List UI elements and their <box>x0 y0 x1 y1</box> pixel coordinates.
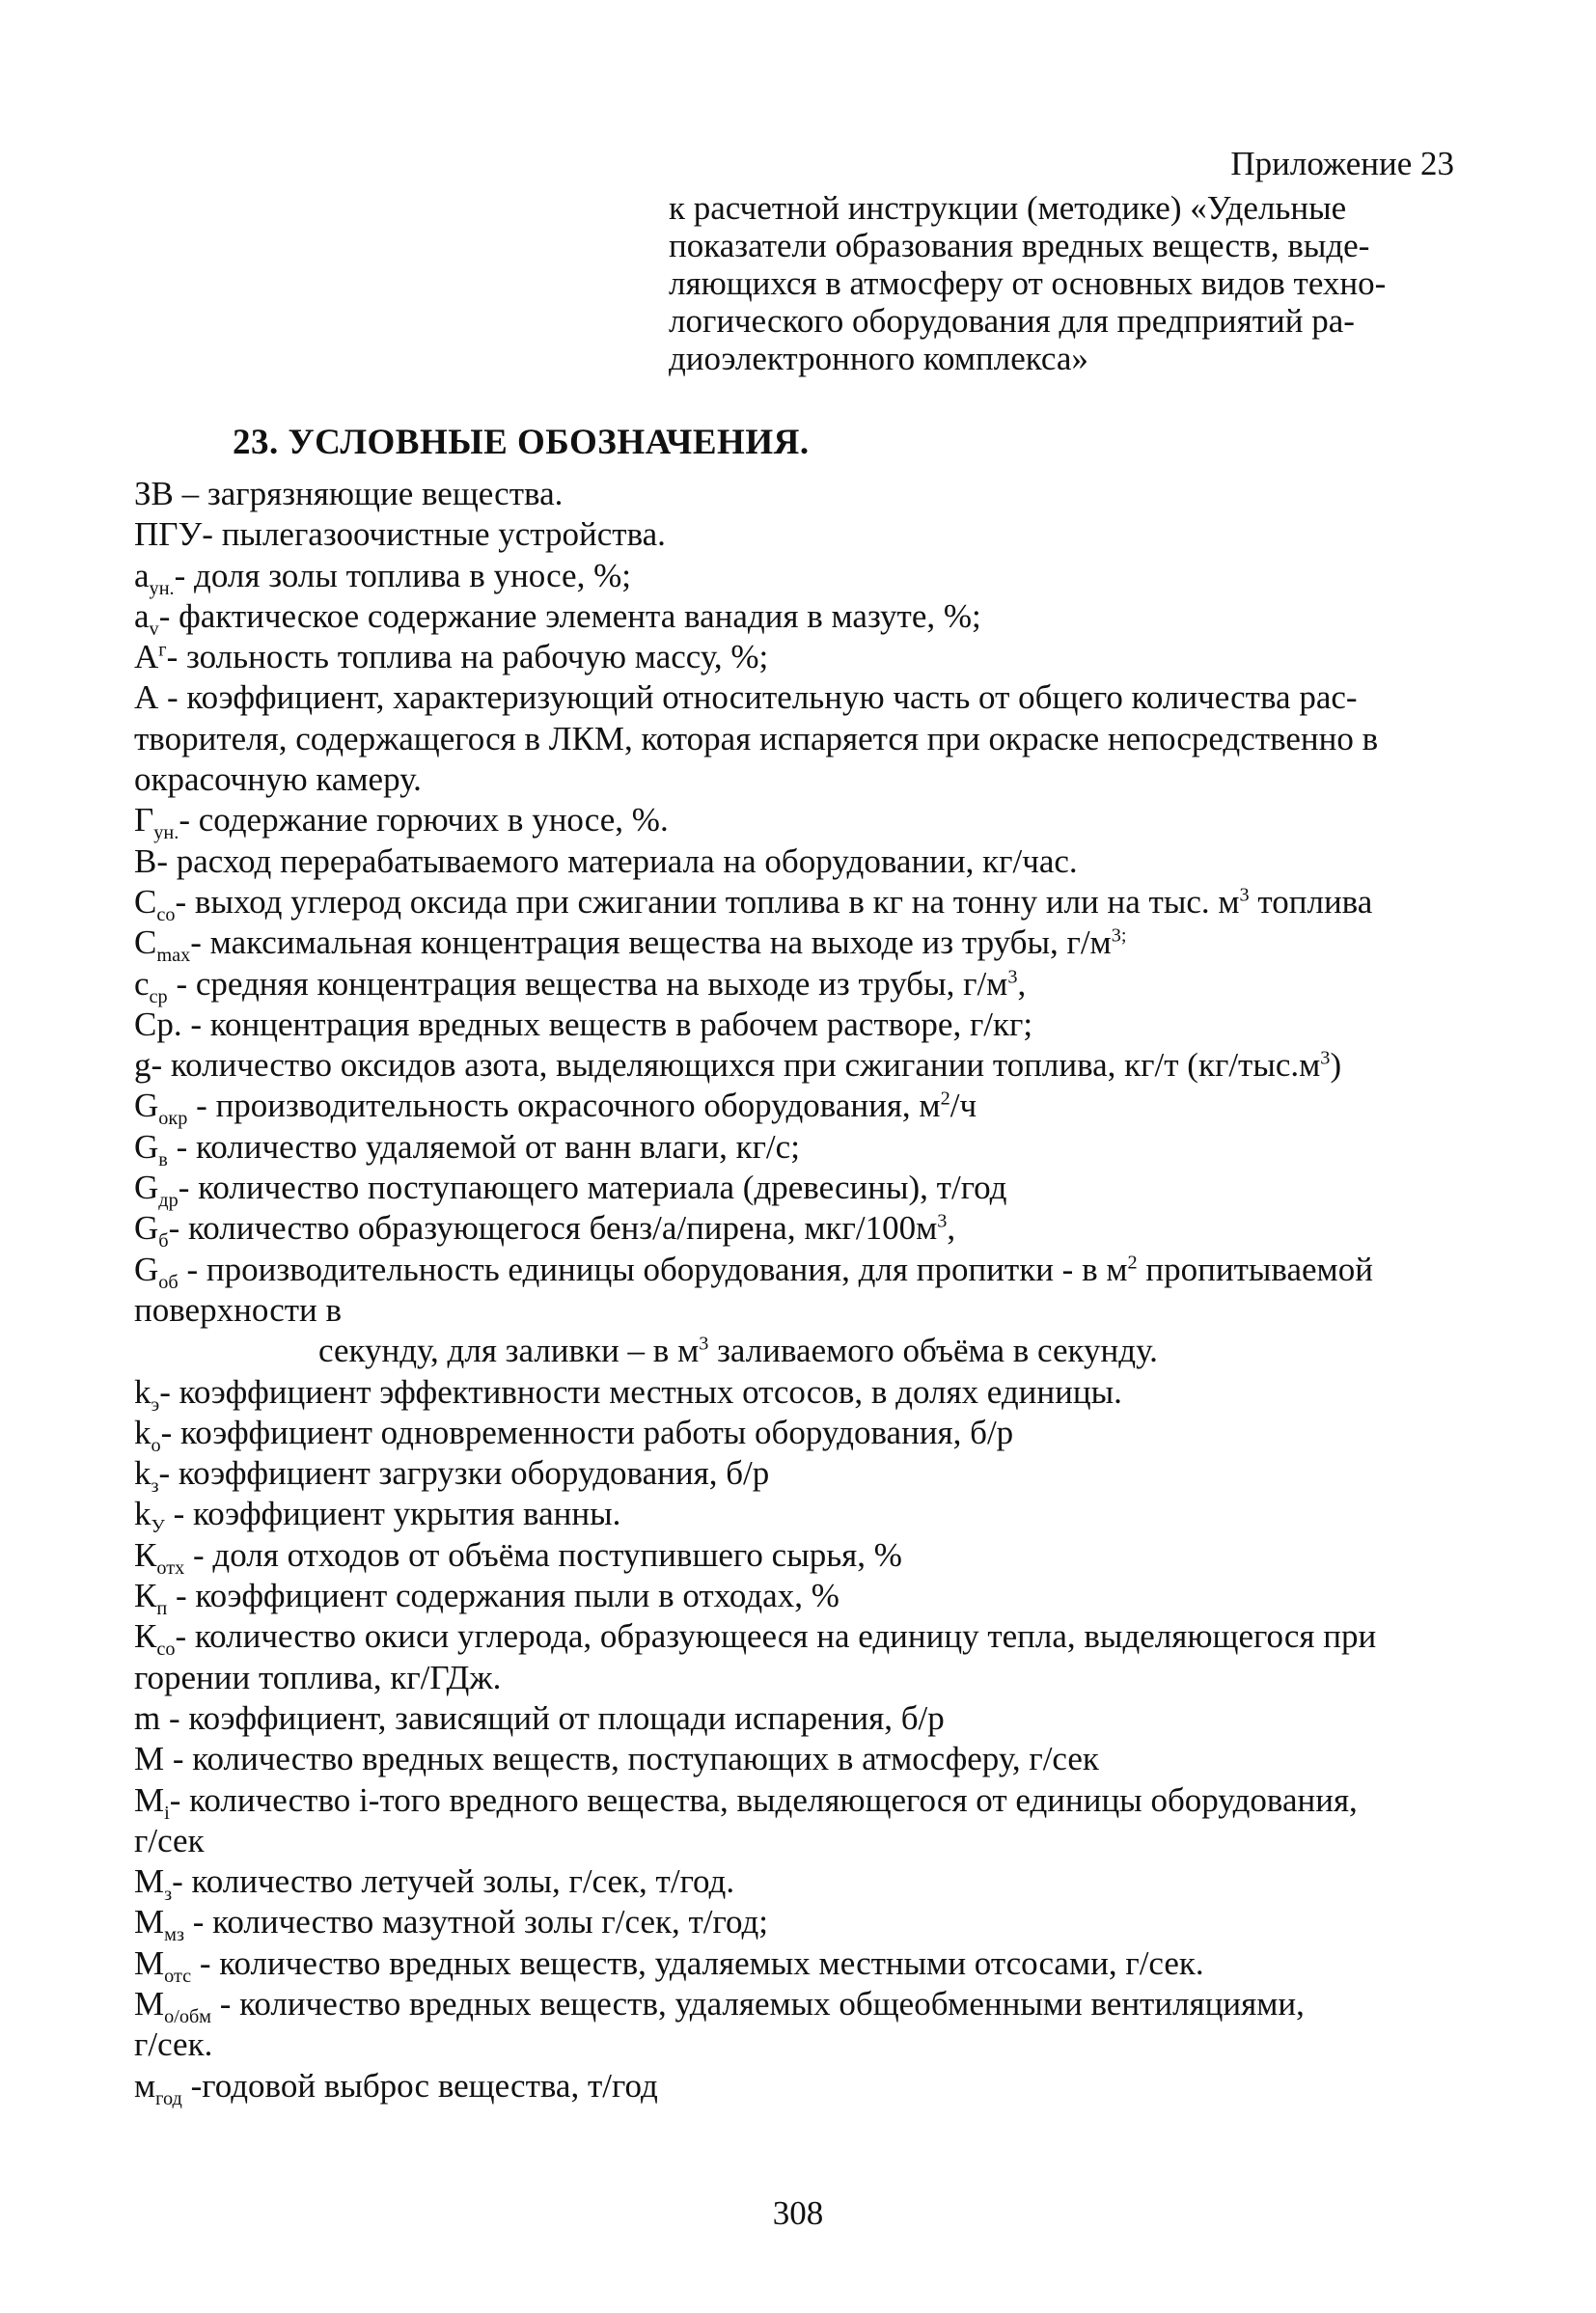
term-text: , <box>1017 964 1027 1003</box>
term-line <box>134 1576 1466 1620</box>
term-symbol: а <box>134 596 150 635</box>
term-superscript: 3 <box>1239 884 1250 906</box>
term-symbol: М <box>134 1984 165 2023</box>
term-text: ) <box>1330 1046 1342 1085</box>
term-line <box>134 1984 1466 2027</box>
term-text: горении топлива, кг/ГДж. <box>134 1658 502 1696</box>
term-text: - выход углерод оксида при сжигании топлива в кг на тонну или на тыс. м <box>175 882 1240 921</box>
term-text: – загрязняющие вещества. <box>173 475 564 512</box>
term-line <box>134 556 1466 599</box>
term-symbol: К <box>134 1577 157 1615</box>
term-symbol: k <box>134 1372 151 1411</box>
term-line <box>134 1208 1466 1253</box>
term-line <box>134 1821 1466 1861</box>
term-symbol: Ср. <box>134 1005 182 1043</box>
term-text: - производительность единицы оборудования, для пропитки - в м <box>178 1250 1128 1288</box>
term-subscript: б <box>158 1230 169 1253</box>
section-title: УСЛОВНЫЕ ОБОЗНАЧЕНИЯ. <box>288 423 810 462</box>
term-text: - пылегазоочистные устройства. <box>202 515 666 554</box>
term-line <box>134 1943 1466 1987</box>
term-line <box>134 800 1466 844</box>
terms-list <box>134 474 1466 2109</box>
term-text: - коэффициент эффективности местных отсосов, в долях единицы. <box>159 1372 1122 1411</box>
term-subscript: со <box>156 1638 176 1661</box>
term-subscript: v <box>149 618 159 640</box>
term-line <box>134 759 1466 800</box>
term-text: - количество i-того вредного вещества, выделяющегося от единицы оборудования, <box>169 1780 1358 1819</box>
term-text: - коэффициент, зависящий от площади испарения, б/р <box>160 1698 945 1737</box>
term-text: - коэффициент укрытия ванны. <box>164 1495 621 1533</box>
term-line <box>134 677 1466 718</box>
term-subscript: в <box>158 1148 168 1170</box>
term-symbol: k <box>134 1454 151 1493</box>
term-text: творителя, содержащегося в ЛКМ, которая испаряется при окраске непосредственно в <box>134 719 1379 757</box>
term-text: - коэффициент загрузки оборудования, б/р <box>158 1454 770 1493</box>
term-line <box>134 1413 1466 1456</box>
term-line <box>134 922 1466 967</box>
term-text: топлива <box>1249 882 1373 921</box>
term-line <box>134 1861 1466 1906</box>
term-subscript: ун. <box>153 822 179 844</box>
term-line <box>134 596 1466 640</box>
appendix-subtitle <box>669 189 1460 377</box>
term-symbol: ЗВ <box>134 475 174 512</box>
term-text: заливаемого объёма в секунду. <box>708 1332 1158 1370</box>
section-heading <box>233 422 810 463</box>
term-subscript: п <box>156 1598 168 1620</box>
term-text: - количество удаляемой от ванн влаги, кг/с; <box>167 1127 800 1166</box>
term-subscript: окр <box>158 1108 188 1130</box>
term-symbol: А <box>134 678 159 717</box>
appendix-label: Приложение 23 <box>1230 145 1454 182</box>
page-number: 308 <box>772 2194 824 2232</box>
term-text: окрасочную камеру. <box>134 760 422 799</box>
term-superscript: 3 <box>937 1210 948 1232</box>
term-line <box>134 719 1466 759</box>
term-subscript: max <box>156 945 191 967</box>
term-subscript: мз <box>164 1924 184 1946</box>
term-symbol: G <box>134 1127 159 1166</box>
term-text: - доля отходов от объёма поступившего сырья, % <box>184 1535 902 1574</box>
term-text: - производительность окрасочного оборудования, м <box>187 1087 941 1125</box>
term-superscript: 3 <box>1320 1047 1331 1069</box>
term-symbol: а <box>134 556 150 594</box>
term-subscript: з <box>164 1884 173 1906</box>
term-text: - доля золы топлива в уносе, %; <box>174 556 631 594</box>
term-symbol: К <box>134 1617 157 1656</box>
term-symbol: ПГУ <box>134 515 203 554</box>
term-subscript: У <box>151 1516 165 1538</box>
term-text: - количество вредных веществ, удаляемых общеобменными вентиляциями, <box>211 1984 1305 2023</box>
term-text: -годовой выброс вещества, т/год <box>181 2066 658 2105</box>
term-text: - количество окиси углерода, образующееся на единицу тепла, выделяющегося при <box>175 1617 1377 1656</box>
term-symbol: m <box>134 1698 161 1737</box>
term-line <box>134 1658 1466 1698</box>
term-line <box>134 474 1466 514</box>
term-line <box>134 1535 1466 1579</box>
term-text: г/сек. <box>134 2025 213 2064</box>
term-subscript: др <box>158 1190 179 1212</box>
term-symbol: К <box>134 1535 157 1574</box>
term-text: - коэффициент содержания пыли в отходах, % <box>167 1577 839 1615</box>
term-line <box>134 2066 1466 2109</box>
term-subscript: з <box>151 1475 159 1498</box>
term-symbol: В <box>134 841 157 880</box>
term-text: - максимальная концентрация вещества на выходе из трубы, г/м <box>190 923 1112 962</box>
term-text: - количество вредных веществ, удаляемых местными отсосами, г/сек. <box>191 1943 1204 1982</box>
term-symbol: м <box>134 2066 156 2105</box>
term-superscript: 3 <box>1007 965 1018 987</box>
term-line <box>134 1494 1466 1538</box>
term-superscript: 2 <box>1127 1251 1138 1273</box>
term-text: , <box>947 1209 956 1248</box>
term-superscript: 3 <box>699 1333 709 1355</box>
term-symbol: А <box>134 638 159 676</box>
term-text: - количество оксидов азота, выделяющихся при сжигании топлива, кг/т (кг/тыс.м <box>151 1046 1321 1085</box>
term-symbol: С <box>134 923 157 962</box>
term-subscript: ун. <box>149 577 175 599</box>
section-number: 23. <box>233 423 279 462</box>
term-subscript: э <box>151 1393 160 1416</box>
term-subscript: отх <box>156 1556 185 1579</box>
term-symbol: М <box>134 1862 165 1901</box>
term-symbol: G <box>134 1250 159 1288</box>
term-line <box>134 1045 1466 1086</box>
term-line <box>134 1453 1466 1498</box>
term-superscript: г <box>158 639 167 661</box>
appendix-subtitle-line: ляющихся в атмосферу от основных видов техно- <box>669 264 1387 302</box>
term-subscript: об <box>158 1271 179 1293</box>
term-line <box>134 637 1466 677</box>
term-text: - расход перерабатываемого материала на оборудовании, кг/час. <box>156 841 1078 880</box>
term-text: - количество летучей золы, г/сек, т/год. <box>172 1862 735 1901</box>
term-subscript: со <box>156 903 176 925</box>
term-symbol: k <box>134 1495 151 1533</box>
term-text: г/сек <box>134 1821 205 1859</box>
term-symbol: М <box>134 1780 165 1819</box>
term-line <box>134 1372 1466 1416</box>
term-symbol: k <box>134 1413 151 1451</box>
term-text: - содержание горючих в уносе, %. <box>179 801 669 840</box>
term-text: - количество образующегося бенз/а/пирена, мкг/100м <box>168 1209 938 1248</box>
term-text: /ч <box>949 1087 977 1125</box>
term-subscript: о/обм <box>164 2005 211 2027</box>
term-line <box>134 1616 1466 1661</box>
term-subscript: ср <box>149 985 168 1007</box>
term-subscript: год <box>155 2087 182 2109</box>
term-text: - количество вредных веществ, поступающих в атмосферу, г/сек <box>164 1740 1099 1778</box>
appendix-subtitle-line: показатели образования вредных веществ, выде- <box>669 227 1370 264</box>
term-subscript: i <box>164 1802 170 1824</box>
term-line <box>134 1331 1466 1371</box>
term-line <box>134 882 1466 925</box>
term-symbol: с <box>134 964 150 1003</box>
term-symbol: G <box>134 1209 159 1248</box>
term-superscript: 2 <box>940 1088 950 1110</box>
term-line <box>134 1902 1466 1946</box>
term-text: секунду, для заливки – в м <box>318 1332 700 1370</box>
term-text: - количество мазутной золы г/сек, т/год; <box>183 1903 769 1941</box>
term-line <box>134 1780 1466 1824</box>
term-symbol: g <box>134 1046 151 1085</box>
term-text: - коэффициент одновременности работы оборудования, б/р <box>160 1413 1014 1451</box>
term-superscript: 3; <box>1111 924 1127 947</box>
term-symbol: Г <box>134 801 154 840</box>
term-line <box>134 1168 1466 1212</box>
term-subscript: о <box>151 1434 161 1456</box>
term-line <box>134 1739 1466 1779</box>
term-line <box>134 514 1466 555</box>
term-line <box>134 1290 1466 1331</box>
term-line <box>134 964 1466 1005</box>
term-symbol: С <box>134 882 157 921</box>
term-line <box>134 1250 1466 1293</box>
term-line <box>134 2024 1466 2065</box>
term-text: - средняя концентрация вещества на выходе из трубы, г/м <box>167 964 1008 1003</box>
term-subscript: отс <box>164 1965 192 1987</box>
term-text: - фактическое содержание элемента ванадия в мазуте, %; <box>158 596 981 635</box>
term-line <box>134 1698 1466 1739</box>
term-text: - коэффициент, характеризующий относительную часть от общего количества рас- <box>158 678 1358 717</box>
term-line <box>134 1127 1466 1168</box>
term-symbol: G <box>134 1169 159 1207</box>
appendix-subtitle-line: к расчетной инструкции (методике) «Удельные <box>669 189 1347 227</box>
term-symbol: М <box>134 1903 165 1941</box>
term-text: пропитываемой <box>1137 1250 1373 1288</box>
appendix-subtitle-line: логического оборудования для предприятий ра- <box>669 302 1355 340</box>
term-text: - количество поступающего материала (древесины), т/год <box>178 1169 1007 1207</box>
term-line <box>134 1005 1466 1045</box>
term-text: поверхности в <box>134 1290 343 1329</box>
term-symbol: G <box>134 1087 159 1125</box>
term-line <box>134 1086 1466 1130</box>
term-line <box>134 841 1466 882</box>
term-text: - концентрация вредных веществ в рабочем растворе, г/кг; <box>181 1005 1033 1043</box>
appendix-subtitle-line: диоэлектронного комплекса» <box>669 340 1088 377</box>
term-symbol: М <box>134 1740 165 1778</box>
term-text: - зольность топлива на рабочую массу, %; <box>166 638 769 676</box>
term-symbol: М <box>134 1943 165 1982</box>
